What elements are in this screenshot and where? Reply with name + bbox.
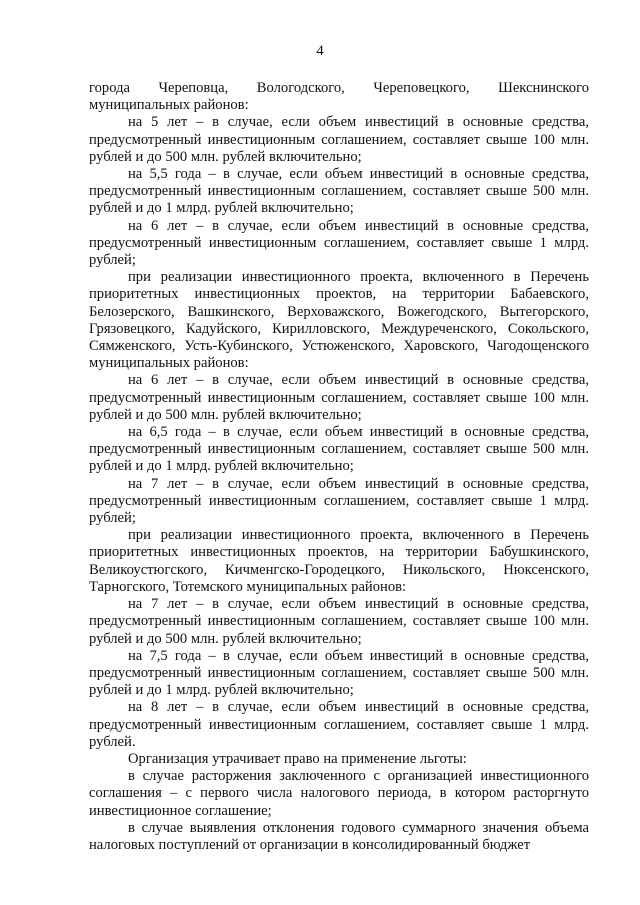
paragraph: в случае выявления отклонения годового суммарного значения объема налоговых поступлений от организации в консолидированный бюджет bbox=[89, 819, 589, 853]
paragraph: на 6,5 года – в случае, если объем инвестиций в основные средства, предусмотренный инвестиционным соглашением, составляет свыше 500 млн. рублей и до 1 млрд. рублей включительно; bbox=[89, 424, 589, 475]
paragraph: при реализации инвестиционного проекта, включенного в Перечень приоритетных инвестиционных проектов, на территории Бабаевского, Белозерского, Вашкинского, Верховажского, Вожегодского, Вытегорского, Грязовецкого, Кадуйского, Кирилловского, Междуреченского, Сокольского, Сямженского, Усть-Кубинского, Устюженского, Харовского, Чагодощенского муниципальных районов: bbox=[89, 269, 589, 372]
paragraph: города Череповца, Вологодского, Череповецкого, Шекснинского муниципальных районов: bbox=[89, 80, 589, 114]
paragraph: на 6 лет – в случае, если объем инвестиций в основные средства, предусмотренный инвестиционным соглашением, составляет свыше 1 млрд. рублей; bbox=[89, 217, 589, 269]
paragraph: на 7 лет – в случае, если объем инвестиций в основные средства, предусмотренный инвестиционным соглашением, составляет свыше 1 млрд. рублей; bbox=[89, 475, 589, 527]
paragraph: на 8 лет – в случае, если объем инвестиций в основные средства, предусмотренный инвестиционным соглашением, составляет свыше 1 млрд. рублей. bbox=[89, 699, 589, 750]
paragraph: на 5,5 года – в случае, если объем инвестиций в основные средства, предусмотренный инвестиционным соглашением, составляет свыше 500 млн. рублей и до 1 млрд. рублей включительно; bbox=[89, 166, 589, 217]
document-body bbox=[89, 80, 589, 854]
paragraph: при реализации инвестиционного проекта, включенного в Перечень приоритетных инвестиционных проектов, на территории Бабушкинского, Великоустюгского, Кичменгско-Городецкого, Никольского, Нюксенского, Тарногского, Тотемского муниципальных районов: bbox=[89, 527, 589, 595]
paragraph: на 6 лет – в случае, если объем инвестиций в основные средства, предусмотренный инвестиционным соглашением, составляет свыше 100 млн. рублей и до 500 млн. рублей включительно; bbox=[89, 372, 589, 423]
paragraph: на 5 лет – в случае, если объем инвестиций в основные средства, предусмотренный инвестиционным соглашением, составляет свыше 100 млн. рублей и до 500 млн. рублей включительно; bbox=[89, 114, 589, 165]
paragraph: Организация утрачивает право на применение льготы: bbox=[128, 750, 467, 767]
paragraph: на 7,5 года – в случае, если объем инвестиций в основные средства, предусмотренный инвестиционным соглашением, составляет свыше 500 млн. рублей и до 1 млрд. рублей включительно; bbox=[89, 647, 589, 699]
paragraph: в случае расторжения заключенного с организацией инвестиционного соглашения – с первого числа налогового периода, в котором расторгнуто инвестиционное соглашение; bbox=[89, 768, 589, 819]
paragraph: на 7 лет – в случае, если объем инвестиций в основные средства, предусмотренный инвестиционным соглашением, составляет свыше 100 млн. рублей и до 500 млн. рублей включительно; bbox=[89, 596, 589, 647]
page-number: 4 bbox=[316, 43, 324, 59]
